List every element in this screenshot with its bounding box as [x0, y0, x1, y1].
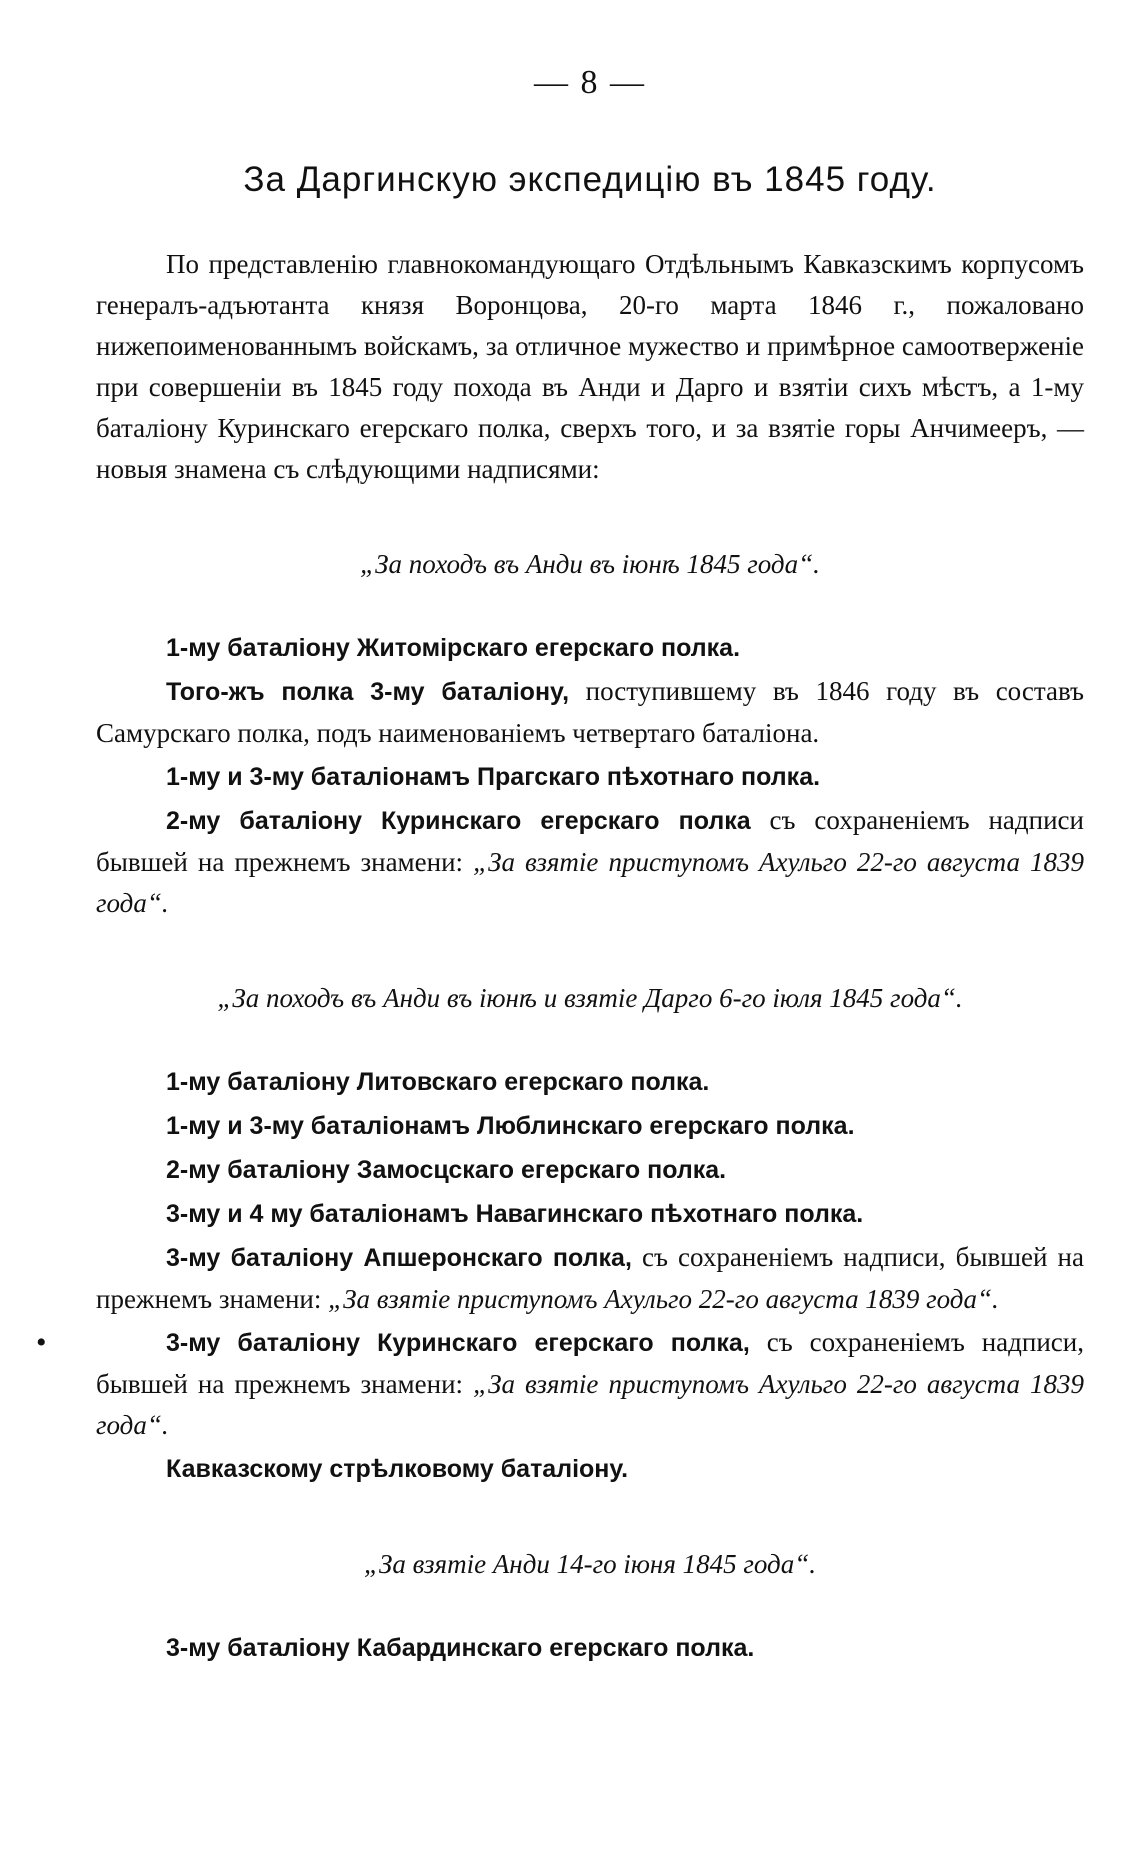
entry-unit: 1-му баталіону Литовскаго егерскаго полка. — [166, 1068, 710, 1096]
entry-unit: 1-му и 3-му баталіонамъ Прагскаго пѣхотнаго полка. — [166, 763, 821, 791]
entry-unit: Того-жъ полка 3-му баталіону, — [166, 678, 570, 706]
entry — [96, 1193, 1084, 1235]
entry-unit: 3-му баталіону Куринскаго егерскаго полка, — [166, 1329, 750, 1357]
section-2 — [36, 978, 1085, 1490]
entry-unit: 1-му и 3-му баталіонамъ Люблинскаго егерскаго полка. — [166, 1112, 855, 1140]
entry — [96, 627, 1084, 669]
entry — [96, 1105, 1084, 1147]
page-title: За Даргинскую экспедицію въ 1845 году. — [243, 160, 937, 199]
entry-unit: 3-му баталіону Апшеронскаго полка, — [166, 1244, 632, 1272]
entry — [96, 1448, 1084, 1490]
entry-text: съ сохраненіемъ надписи, бывшей на прежнемъ знамени: — [96, 1242, 1084, 1314]
intro-paragraph: По представленію главнокомандующаго Отдѣльнымъ Кавказскимъ корпусомъ генералъ-адъютанта князя Воронцова, 20-го марта 1846 г., пожаловано нижепоименованнымъ войскамъ, за отличное мужество и примѣрное самоотверженіе при совершеніи въ 1845 году похода въ Анди и Дарго и взятіи сихъ мѣстъ, а 1-му баталіону Куринскаго егерскаго полка, сверхъ того, и за взятіе горы Анчимееръ, — новыя знамена съ слѣдующими надписями: — [96, 249, 1084, 484]
entry-unit: 3-му баталіону Кабардинскаго егерскаго полка. — [166, 1634, 755, 1662]
entry — [96, 1237, 1084, 1320]
entry-unit: 1-му баталіону Житомірскаго егерскаго полка. — [166, 634, 741, 662]
entry-inscription: „За взятіе приступомъ Ахульго 22-го августа 1839 года“. — [96, 847, 1085, 918]
margin-bullet: • — [36, 1326, 47, 1359]
section-1 — [96, 544, 1084, 924]
entry-unit: 3-му и 4 му баталіонамъ Навагинскаго пѣхотнаго полка. — [166, 1200, 864, 1228]
motto: „За взятіе Анди 14-го іюня 1845 года“. — [364, 1549, 816, 1579]
entry-text: съ сохраненіемъ надписи бывшей на прежнемъ знамени: — [96, 805, 1084, 877]
entry — [36, 1322, 1085, 1446]
entry — [96, 1061, 1084, 1103]
entry-text: съ сохраненіемъ надписи, бывшей на прежнемъ знамени: — [96, 1327, 1084, 1399]
entry-inscription: „За взятіе приступомъ Ахульго 22-го августа 1839 года“. — [96, 1369, 1085, 1440]
entry-unit: 2-му баталіону Замосцскаго егерскаго полка. — [166, 1156, 727, 1184]
entry-unit: 2-му баталіону Куринскаго егерскаго полка — [166, 807, 751, 835]
page-number: — 8 — — [534, 64, 646, 101]
entry-text: поступившему въ 1846 году въ составъ Самурскаго полка, подъ наименованіемъ четвертаго баталіона. — [96, 676, 1084, 748]
entry — [96, 756, 1084, 798]
motto: „За походъ въ Анди въ іюнѣ и взятіе Дарго 6-го іюля 1845 года“. — [217, 983, 963, 1013]
motto: „За походъ въ Анди въ іюнѣ 1845 года“. — [360, 549, 820, 579]
entry-inscription: „За взятіе приступомъ Ахульго 22-го августа 1839 года“. — [328, 1284, 999, 1314]
entry-unit: Кавказскому стрѣлковому баталіону. — [166, 1455, 629, 1483]
entry — [96, 800, 1084, 924]
entry — [96, 1149, 1084, 1191]
entry — [96, 671, 1084, 754]
section-3 — [96, 1544, 1084, 1669]
entry — [96, 1627, 1084, 1669]
